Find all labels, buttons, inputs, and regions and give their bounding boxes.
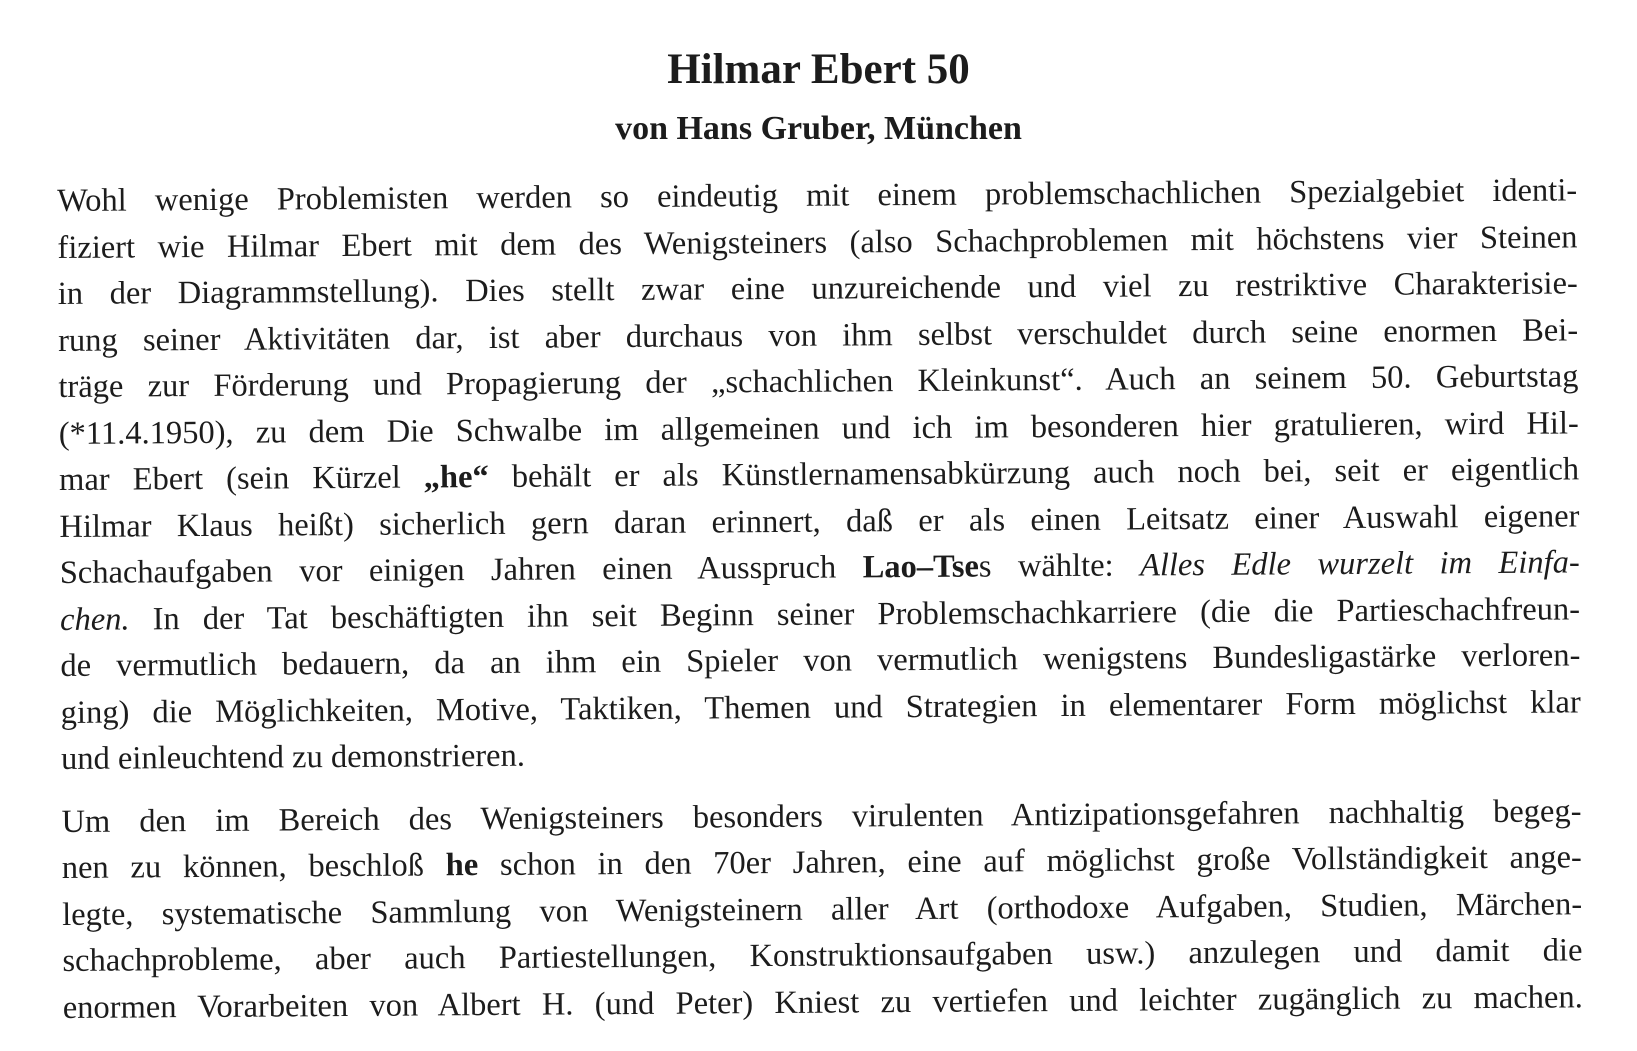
paragraph-2 [61, 788, 1583, 1031]
text-run: mar Ebert (sein Kürzel [58, 459, 424, 498]
text-run: schon in den 70er Jahren, eine auf möglichst große Vollständigkeit ange- [478, 839, 1582, 884]
text-run: rung seiner Aktivitäten dar, ist aber durchaus von ihm selbst verschuldet durch seine enormen Bei- [58, 311, 1579, 359]
text-run: Wohl wenige Problemisten werden so eindeutig mit einem problemschachlichen Spezialgebiet identi- [57, 172, 1578, 219]
text-run: legte, systematische Sammlung von Wenigsteinern aller Art (orthodoxe Aufgaben, Studien, Märchen- [62, 885, 1583, 933]
text-run: fiziert wie Hilmar Ebert mit dem des Wenigsteiners (also Schachproblemen mit höchstens vier Steinen [57, 218, 1578, 266]
bold-abbreviation: „he“ [423, 458, 489, 496]
article-byline: von Hans Gruber, München [615, 110, 1022, 147]
text-run: und einleuchtend zu demonstrieren. [60, 737, 526, 777]
text-line [61, 725, 1581, 782]
article-title: Hilmar Ebert 50 [667, 46, 970, 93]
text-run: In der Tat beschäftigten ihn seit Beginn seiner Problemschachkarriere (die die Partieschachfreun- [129, 590, 1581, 638]
text-run: nen zu können, beschloß [61, 847, 446, 886]
italic-quote: chen. [59, 601, 130, 638]
text-run: träge zur Förderung und Propagierung der „schachlichen Kleinkunst“. Auch an seinem 50. Geburtstag [58, 358, 1579, 405]
text-run: (*11.4.1950), zu dem Die Schwalbe im allgemeinen und ich im besonderen hier gratulieren, wird Hil- [58, 404, 1579, 452]
text-run: Schachaufgaben vor einigen Jahren einen Ausspruch [59, 549, 863, 591]
text-run: behält er als Künstlernamensabkürzung auch noch bei, seit er eigentlich [488, 451, 1580, 495]
text-run: de vermutlich bedauern, da an ihm ein Spieler von vermutlich wenigstens Bundesligastärke verloren- [60, 637, 1581, 684]
text-run: ging) die Möglichkeiten, Motive, Taktiken, Themen und Strategien in elementarer Form möglichst klar [60, 683, 1581, 731]
paragraph-1 [57, 167, 1581, 782]
text-run: Um den im Bereich des Wenigsteiners besonders virulenten Antizipationsgefahren nachhaltig begeg- [61, 792, 1582, 840]
text-line [63, 974, 1583, 1031]
text-run: s wählte: [978, 547, 1141, 585]
text-run: schachprobleme, aber auch Partiestellungen, Konstruktionsaufgaben usw.) anzulegen und damit die [62, 932, 1583, 979]
article-body [57, 167, 1583, 1031]
italic-quote: Alles Edle wurzelt im Einfa- [1139, 544, 1580, 584]
bold-name: Lao–Tse [862, 548, 979, 586]
text-run: enormen Vorarbeiten von Albert H. (und Peter) Kniest zu vertiefen und leichter zugänglich zu machen. [62, 978, 1583, 1026]
text-run: in der Diagrammstellung). Dies stellt zwar eine unzureichende und viel zu restriktive Charakterisie- [57, 265, 1578, 312]
text-run: Hilmar Klaus heißt) sicherlich gern daran erinnert, daß er als einen Leitsatz einer Auswahl eigener [59, 497, 1580, 545]
bold-abbreviation: he [445, 847, 479, 884]
